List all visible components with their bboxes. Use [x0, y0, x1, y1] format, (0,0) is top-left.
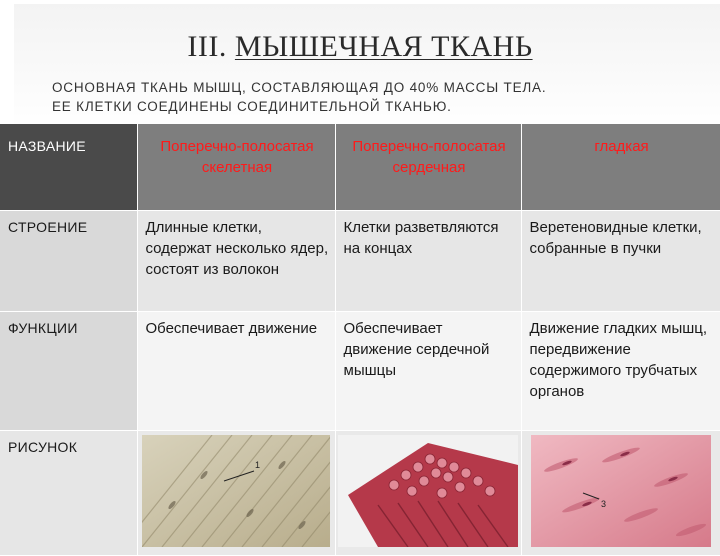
cardiac-muscle-image: [338, 435, 518, 547]
picture-smooth-cell: [521, 431, 720, 556]
structure-cardiac: Клетки разветвляются на концах: [335, 211, 521, 312]
header-cardiac: Поперечно-полосатая сердечная: [335, 124, 521, 211]
muscle-tissue-table: [0, 124, 720, 556]
functions-skeletal: Обеспечивает движение: [137, 312, 335, 431]
title-text: МЫШЕЧНАЯ ТКАНЬ: [234, 30, 533, 63]
subtitle-line-2: ЕЕ КЛЕТКИ СОЕДИНЕНЫ СОЕДИНИТЕЛЬНОЙ ТКАНЬЮ.: [52, 99, 452, 114]
structure-label: СТРОЕНИЕ: [0, 211, 137, 312]
skeletal-muscle-image: [142, 435, 330, 547]
picture-cardiac-cell: [335, 431, 521, 556]
functions-smooth: Движение гладких мышц, передвижение содержимого трубчатых органов: [521, 312, 720, 431]
structure-smooth: Веретеновидные клетки, собранные в пучки: [521, 211, 720, 312]
header-skeletal: Поперечно-полосатая скелетная: [137, 124, 335, 211]
header-label: НАЗВАНИЕ: [0, 124, 137, 211]
functions-row: [0, 312, 720, 431]
marker-1: 1: [255, 460, 261, 470]
picture-label: РИСУНОК: [0, 431, 137, 556]
subtitle: [52, 78, 712, 116]
header-row: [0, 124, 720, 211]
marker-3: 3: [600, 499, 606, 509]
picture-skeletal-cell: [137, 431, 335, 556]
structure-skeletal: Длинные клетки, содержат несколько ядер, состоят из волокон: [137, 211, 335, 312]
page-title: [0, 30, 720, 64]
section-number: III.: [187, 30, 227, 63]
functions-label: ФУНКЦИИ: [0, 312, 137, 431]
header-smooth: гладкая: [521, 124, 720, 211]
picture-row: [0, 431, 720, 556]
subtitle-line-1: ОСНОВНАЯ ТКАНЬ МЫШЦ, СОСТАВЛЯЮЩАЯ ДО 40% МАССЫ ТЕЛА.: [52, 80, 547, 95]
functions-cardiac: Обеспечивает движение сердечной мышцы: [335, 312, 521, 431]
smooth-muscle-image: [531, 435, 711, 547]
structure-row: [0, 211, 720, 312]
